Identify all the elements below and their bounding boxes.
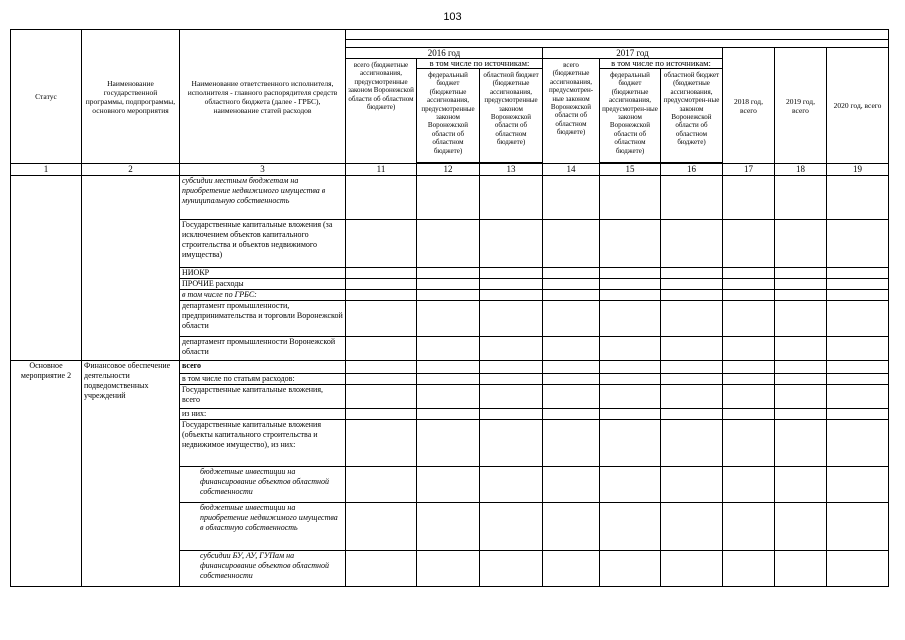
federal-2017-header: федеральный бюджет (бюджетные ассигнования, предусмотрен-ные законом Воронежской области об областном бюджете)	[600, 69, 661, 163]
year-2020-header: 2020 год, всего	[827, 48, 889, 164]
col-num: 11	[346, 164, 417, 176]
regional-2016-header: областной бюджет (бюджетные ассигнования, предусмотренные законом Воронежской области об областном бюджете)	[480, 69, 543, 163]
federal-2016-header: федеральный бюджет (бюджетные ассигнования, предусмотренные законом Воронежской области об областном бюджете)	[417, 69, 480, 163]
table-row	[11, 176, 889, 220]
row-label: из них:	[180, 409, 346, 420]
program-name-cell: Финансовое обеспечение деятельности подведомственных учреждений	[82, 361, 180, 587]
program-name-header: Наименование государственной программы, подпрограммы, основного мероприятия	[82, 30, 180, 164]
col-num: 13	[480, 164, 543, 176]
year-2016-header: 2016 год	[346, 48, 543, 59]
year-2018-header: 2018 год, всего	[723, 48, 775, 164]
col-num: 17	[723, 164, 775, 176]
row-label: в том числе по статьям расходов:	[180, 374, 346, 385]
program-cell-empty	[82, 176, 180, 361]
row-label: департамент промышленности Воронежской области	[180, 337, 346, 361]
row-label: Государственные капитальные вложения, всего	[180, 385, 346, 409]
sources-2016-header: в том числе по источникам:	[417, 59, 543, 69]
col-num: 18	[775, 164, 827, 176]
total-2016-header: всего (бюджетные ассигнования, предусмотренные законом Воронежской области об областном бюджете)	[346, 59, 417, 164]
total-2017-header: всего (бюджетные ассигнования, предусмотрен-ные законом Воронежской области об областном бюджете)	[543, 59, 600, 164]
executor-header: Наименование ответственного исполнителя, исполнителя - главного распорядителя средств областного бюджета (далее - ГРБС), наименование статей расходов	[180, 30, 346, 164]
row-label: НИОКР	[180, 268, 346, 279]
col-num: 12	[417, 164, 480, 176]
col-num: 1	[11, 164, 82, 176]
year-2017-header: 2017 год	[543, 48, 723, 59]
row-label: департамент промышленности, предпринимательства и торговли Воронежской области	[180, 301, 346, 337]
row-label: в том числе по ГРБС:	[180, 290, 346, 301]
header-second-band	[346, 40, 889, 48]
status-cell-empty	[11, 176, 82, 361]
sources-2017-header: в том числе по источникам:	[600, 59, 723, 69]
col-num: 2	[82, 164, 180, 176]
row-label: ПРОЧИЕ расходы	[180, 279, 346, 290]
year-2019-header: 2019 год, всего	[775, 48, 827, 164]
status-cell: Основное мероприятие 2	[11, 361, 82, 587]
status-header: Статус	[11, 30, 82, 164]
row-label: всего	[180, 361, 346, 374]
col-num: 19	[827, 164, 889, 176]
header-top-band	[346, 30, 889, 40]
page-number: 103	[443, 11, 462, 23]
row-label: субсидии местным бюджетам на приобретение недвижимого имущества в муниципальную собственность	[180, 176, 346, 220]
row-label: Государственные капитальные вложения (объекты капитального строительства и недвижимое имущество), из них:	[180, 420, 346, 467]
row-label: бюджетные инвестиции на финансирование объектов областной собственности	[180, 467, 346, 503]
col-num: 14	[543, 164, 600, 176]
budget-table	[10, 29, 889, 587]
column-numbers-row	[11, 164, 889, 176]
row-label: Государственные капитальные вложения (за исключением объектов капитального строительства и объектов недвижимого имущества)	[180, 220, 346, 268]
col-num: 16	[661, 164, 723, 176]
col-num: 3	[180, 164, 346, 176]
col-num: 15	[600, 164, 661, 176]
regional-2017-header: областной бюджет (бюджетные ассигнования, предусмотрен-ные законом Воронежской области об областном бюджете)	[661, 69, 723, 163]
row-label: субсидии БУ, АУ, ГУПам на финансирование объектов областной собственности	[180, 551, 346, 587]
table-row	[11, 361, 889, 374]
row-label: бюджетные инвестиции на приобретение недвижимого имущества в областную собственность	[180, 503, 346, 551]
